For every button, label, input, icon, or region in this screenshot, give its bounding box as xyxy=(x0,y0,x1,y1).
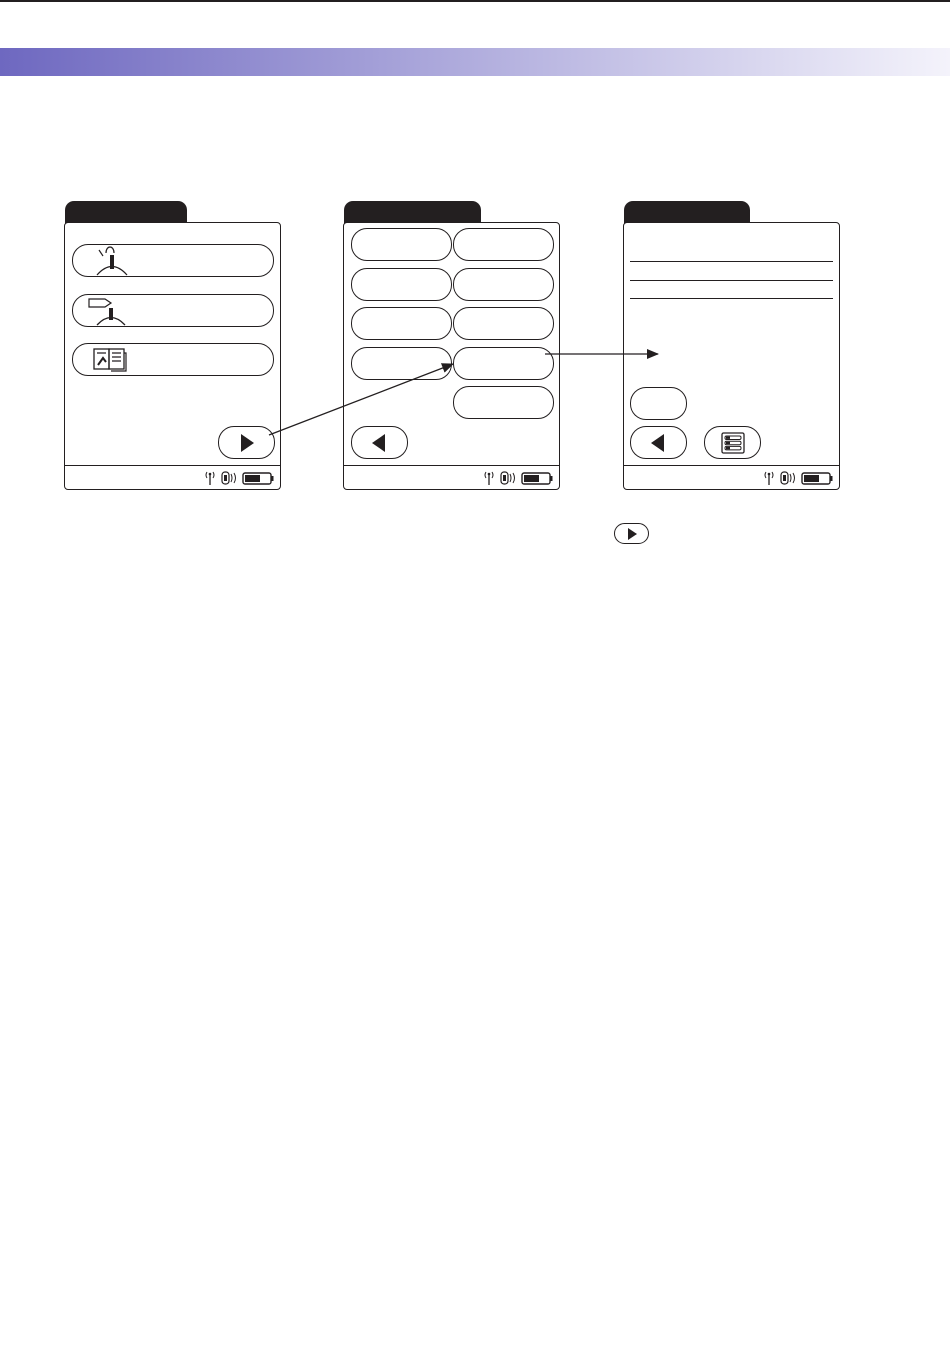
arrow-right-icon xyxy=(627,527,638,541)
flow-arrow xyxy=(269,364,453,435)
caption-forward-button xyxy=(614,523,649,544)
